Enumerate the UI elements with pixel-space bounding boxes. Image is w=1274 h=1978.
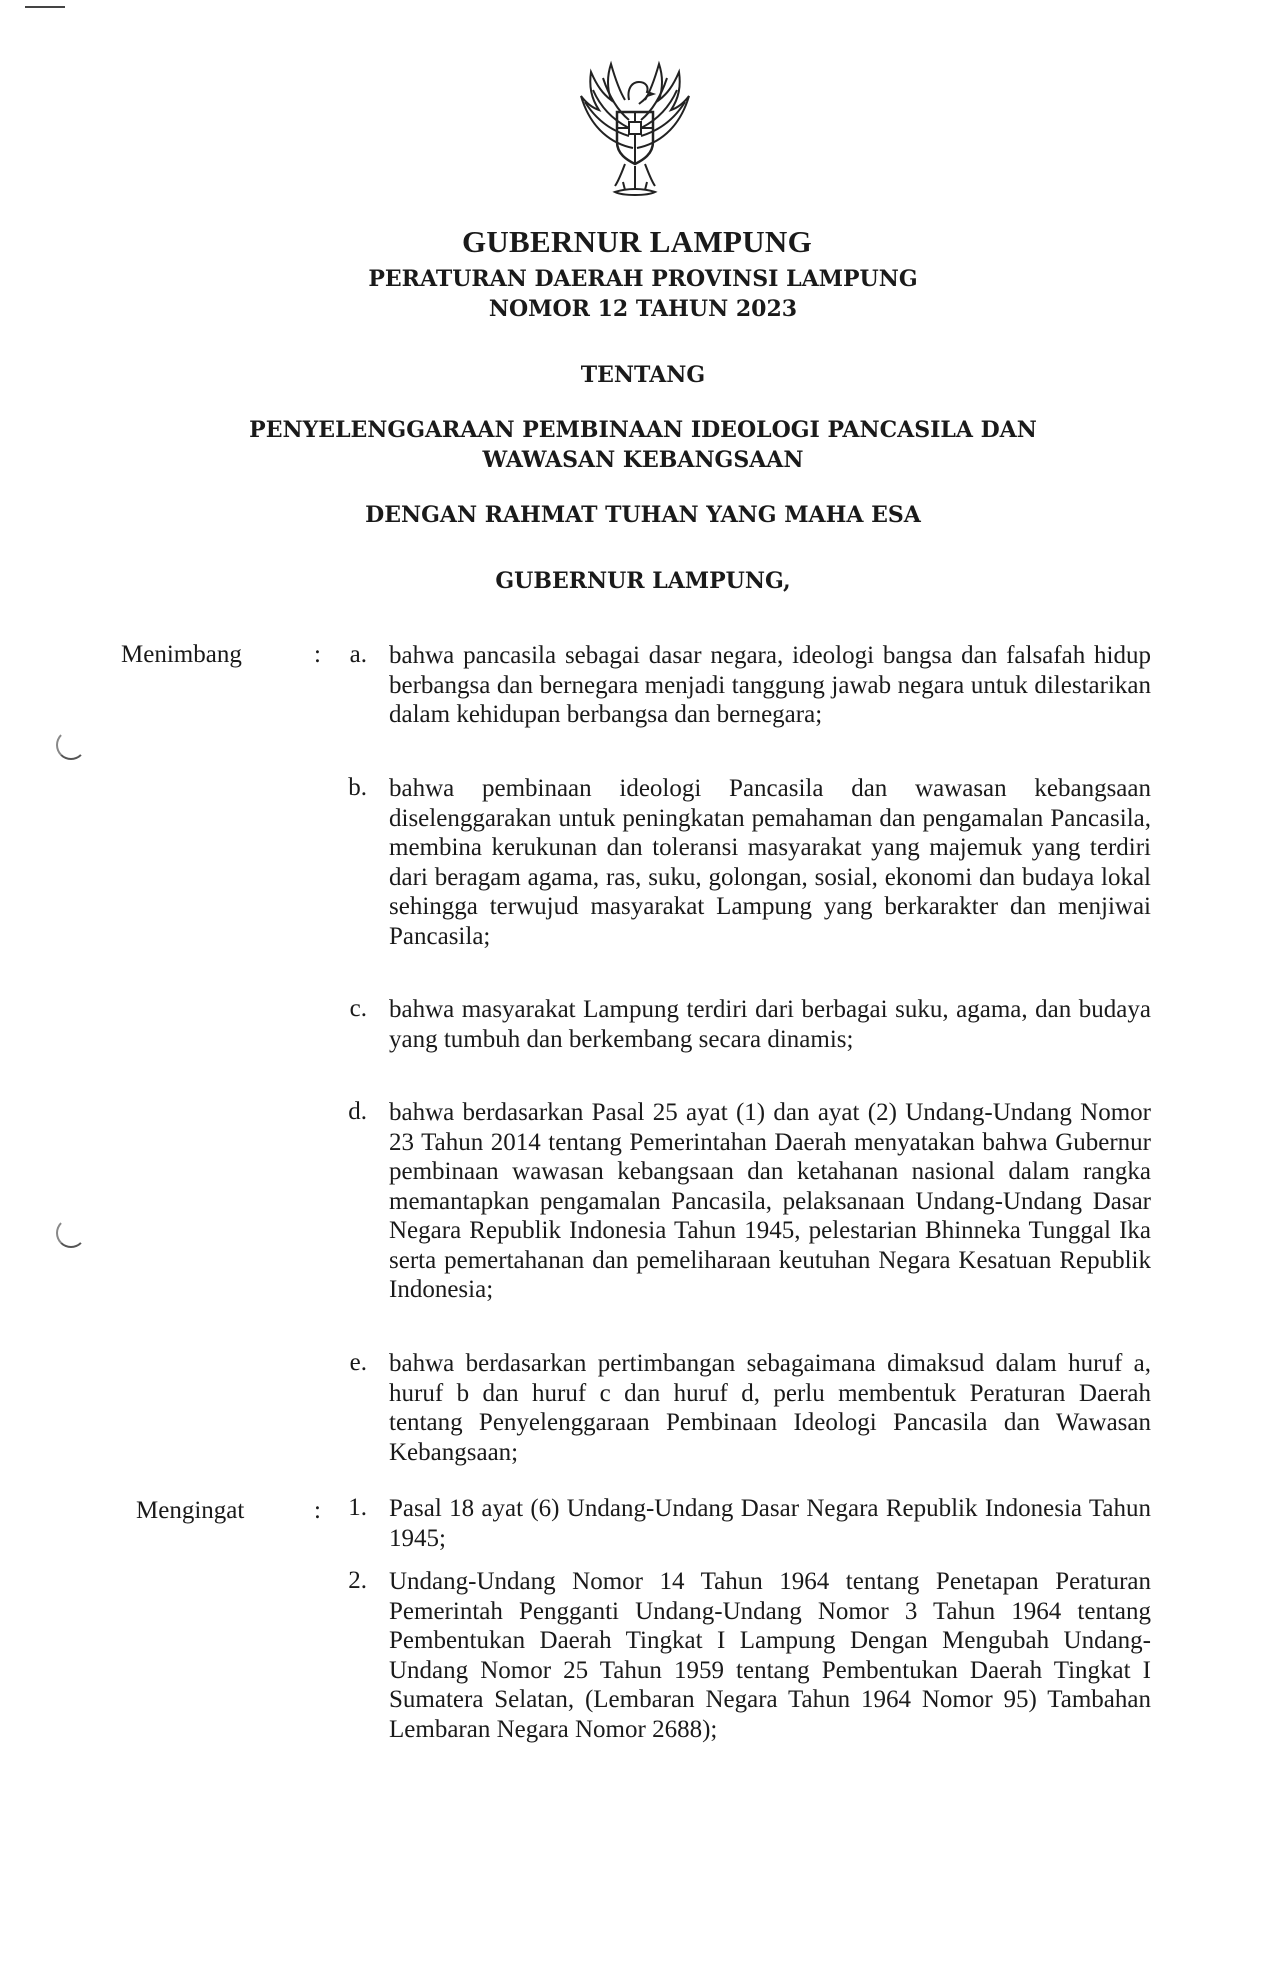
considering-item-marker: c. (349, 995, 367, 1022)
recalling-item-marker: 2. (348, 1567, 367, 1594)
considering-item-marker: d. (348, 1098, 367, 1125)
recalling-item-text: Pasal 18 ayat (6) Undang-Undang Dasar Negara Republik Indonesia Tahun 1945; (389, 1495, 1151, 1552)
considering-item-text: bahwa berdasarkan pertimbangan sebagaimana dimaksud dalam huruf a, huruf b dan huruf c dan huruf d, perlu membentuk Peraturan Daerah tentang Penyelenggaraan Pembinaan Ideologi Pancasila dan Wawasan Kebangsaan; (389, 1350, 1151, 1466)
subject-line-2: WAWASAN KEBANGSAAN (482, 447, 804, 473)
considering-item-marker: b. (348, 774, 367, 801)
considering-item-text: bahwa pembinaan ideologi Pancasila dan wawasan kebangsaan diselenggarakan untuk peningkatan pemahaman dan pengamalan Pancasila, membina kerukunan dan toleransi masyarakat yang majemuk yang terdiri dari beragam agama, ras, suku, golongan, sosial, ekonomi dan budaya lokal sehingga terwujud masyarakat Lampung yang berkarakter dan menjiwai Pancasila; (389, 775, 1151, 950)
considering-item-text: bahwa masyarakat Lampung terdiri dari berbagai suku, agama, dan budaya yang tumbuh dan berkembang secara dinamis; (389, 996, 1151, 1053)
governor-salutation: GUBERNUR LAMPUNG, (495, 568, 791, 594)
considering-item-marker: a. (349, 641, 367, 668)
considering-item-marker: e. (349, 1349, 367, 1376)
regulation-number: NOMOR 12 TAHUN 2023 (488, 296, 798, 322)
scan-edge-mark (25, 6, 65, 8)
punch-hole-mark (56, 1218, 86, 1248)
considering-item-text: bahwa pancasila sebagai dasar negara, ideologi bangsa dan falsafah hidup berbangsa dan bernegara menjadi tanggung jawab negara untuk dilestarikan dalam kehidupan berbangsa dan bernegara; (389, 642, 1151, 728)
recalling-label: Mengingat (136, 1497, 245, 1524)
subject-line-1: PENYELENGGARAAN PEMBINAAN IDEOLOGI PANCASILA DAN (249, 417, 1037, 443)
recalling-colon: : (314, 1497, 321, 1524)
regulation-title: PERATURAN DAERAH PROVINSI LAMPUNG (368, 266, 918, 292)
considering-label: Menimbang (121, 641, 242, 668)
considering-item-text: bahwa berdasarkan Pasal 25 ayat (1) dan ayat (2) Undang-Undang Nomor 23 Tahun 2014 tentang Pemerintahan Daerah menyatakan bahwa Gubernur pembinaan wawasan kebangsaan dan ketahanan nasional dalam rangka memantapkan pengamalan Pancasila, pelaksanaan Undang-Undang Dasar Negara Republik Indonesia Tahun 1945, pelestarian Bhinneka Tunggal Ika serta pemertahanan dan pemeliharaan keutuhan Negara Kesatuan Republik Indonesia; (389, 1099, 1151, 1303)
recalling-item-text: Undang-Undang Nomor 14 Tahun 1964 tentang Penetapan Peraturan Pemerintah Pengganti Undang-Undang Nomor 3 Tahun 1964 tentang Pembentukan Daerah Tingkat I Lampung Dengan Mengubah Undang-Undang Nomor 25 Tahun 1959 tentang Pembentukan Daerah Tingkat I Sumatera Selatan, (Lembaran Negara Tahun 1964 Nomor 95) Tambahan Lembaran Negara Nomor 2688); (389, 1568, 1151, 1743)
recalling-item-marker: 1. (348, 1494, 367, 1521)
punch-hole-mark (56, 730, 86, 760)
blessing-line: DENGAN RAHMAT TUHAN YANG MAHA ESA (365, 502, 921, 528)
about-label: TENTANG (580, 362, 706, 388)
garuda-pancasila-emblem-icon (555, 56, 715, 206)
governor-title: GUBERNUR LAMPUNG (461, 224, 813, 259)
considering-colon: : (314, 641, 321, 668)
